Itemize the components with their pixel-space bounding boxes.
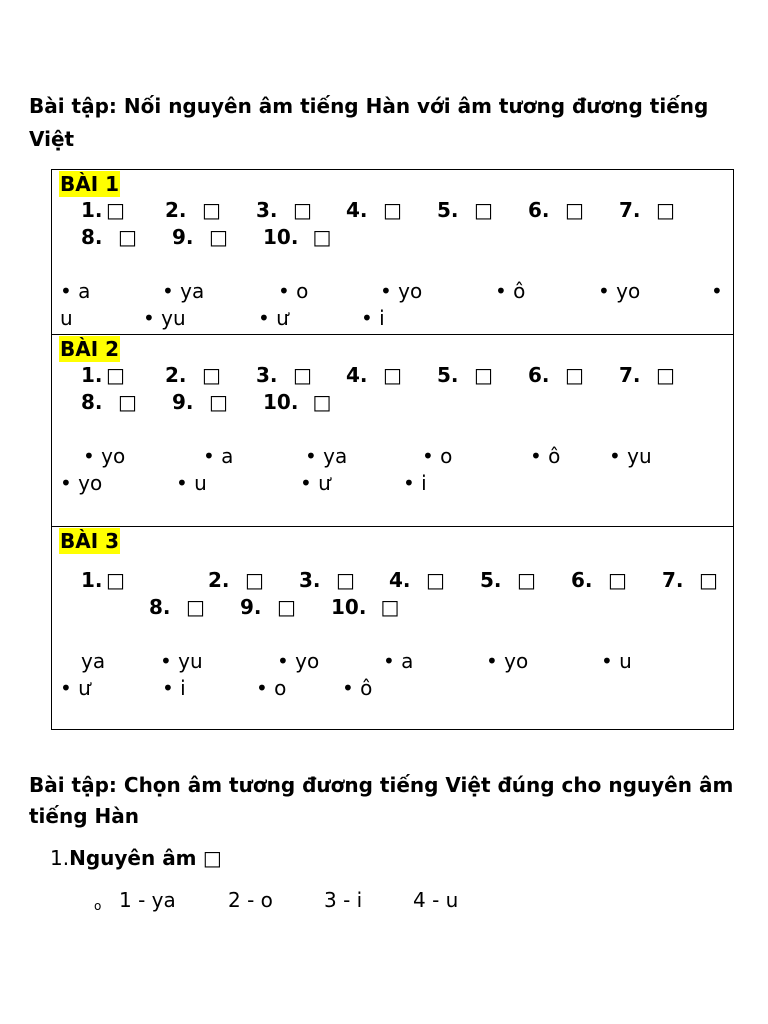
item-number: 3.: [299, 568, 321, 592]
item-number: 8.: [149, 595, 171, 619]
section-title: BÀI 3: [60, 529, 120, 553]
korean-vowel-glyph: □: [245, 568, 264, 592]
section-title: BÀI 1: [60, 172, 120, 196]
vowel-option[interactable]: • yu: [143, 306, 186, 330]
item-number: 3.: [256, 198, 278, 222]
vowel-option[interactable]: • yo: [60, 471, 103, 495]
item-number: 6.: [528, 363, 550, 387]
korean-vowel-glyph: □: [517, 568, 536, 592]
vowel-option[interactable]: • yo: [277, 649, 320, 673]
korean-vowel-glyph: □: [474, 363, 493, 387]
item-number: 7.: [619, 363, 641, 387]
exercise-section-2: [52, 334, 733, 527]
vowel-option[interactable]: • o: [278, 279, 309, 303]
korean-vowel-glyph: □: [656, 198, 675, 222]
korean-vowel-glyph: □: [699, 568, 718, 592]
question-text: Nguyên âm: [69, 846, 197, 870]
item-number: 4.: [346, 363, 368, 387]
question-item-1: [50, 843, 222, 873]
vowel-option[interactable]: • ư: [258, 306, 289, 330]
answer-option-4[interactable]: 4 - u: [413, 888, 459, 912]
choose-exercise-heading: Bài tập: Chọn âm tương đương tiếng Việt đúng cho nguyên âm tiếng Hàn: [29, 773, 734, 828]
korean-vowel-glyph: □: [383, 363, 402, 387]
question-number: 1.: [50, 846, 70, 870]
item-number: 10.: [263, 390, 299, 414]
answer-option-1[interactable]: 1 - ya: [119, 888, 176, 912]
korean-vowel-glyph: □: [202, 846, 222, 870]
vowel-option[interactable]: • yo: [380, 279, 423, 303]
korean-vowel-glyph: □: [118, 225, 137, 249]
korean-vowel-glyph: □: [209, 390, 228, 414]
korean-vowel-glyph: □: [202, 198, 221, 222]
korean-vowel-glyph: □: [118, 390, 137, 414]
korean-vowel-glyph: □: [209, 225, 228, 249]
item-number: 10.: [331, 595, 367, 619]
vowel-option[interactable]: • ya: [162, 279, 205, 303]
item-number: 9.: [172, 225, 194, 249]
korean-vowel-glyph: □: [383, 198, 402, 222]
vowel-option[interactable]: • o: [422, 444, 453, 468]
vowel-option[interactable]: • ô: [530, 444, 561, 468]
korean-vowel-glyph: □: [106, 198, 125, 222]
item-number: 5.: [437, 363, 459, 387]
korean-vowel-glyph: □: [293, 363, 312, 387]
exercise-table: [51, 169, 734, 730]
korean-vowel-glyph: □: [608, 568, 627, 592]
item-number: 4.: [389, 568, 411, 592]
answer-option-3[interactable]: 3 - i: [324, 888, 363, 912]
item-number: 7.: [619, 198, 641, 222]
korean-vowel-glyph: □: [336, 568, 355, 592]
vowel-option[interactable]: • ô: [342, 676, 373, 700]
item-number: 5.: [437, 198, 459, 222]
korean-vowel-glyph: □: [380, 595, 400, 619]
korean-vowel-glyph: □: [106, 568, 125, 592]
item-number: 1.: [81, 568, 103, 592]
korean-vowel-glyph: □: [565, 198, 584, 222]
item-number: 10.: [263, 225, 299, 249]
item-number: 6.: [528, 198, 550, 222]
item-number: 1.: [81, 198, 103, 222]
match-exercise-heading: Bài tập: Nối nguyên âm tiếng Hàn với âm tương đương tiếng Việt: [29, 94, 709, 151]
section-title: BÀI 2: [60, 337, 120, 361]
korean-vowel-glyph: □: [106, 363, 125, 387]
vowel-option[interactable]: • ư: [300, 471, 331, 495]
vowel-option[interactable]: • ư: [60, 676, 91, 700]
vowel-option[interactable]: ya: [81, 649, 106, 673]
vowel-option[interactable]: • yo: [486, 649, 529, 673]
answer-option-2[interactable]: 2 - o: [228, 888, 273, 912]
item-number: 1.: [81, 363, 103, 387]
vowel-option[interactable]: • i: [162, 676, 186, 700]
item-number: 6.: [571, 568, 593, 592]
vowel-option[interactable]: • u: [601, 649, 632, 673]
vowel-option[interactable]: • yu: [609, 444, 652, 468]
korean-vowel-glyph: □: [202, 363, 221, 387]
vowel-option[interactable]: • i: [361, 306, 385, 330]
vowel-option[interactable]: • ô: [495, 279, 526, 303]
item-number: 8.: [81, 225, 103, 249]
vowel-option[interactable]: • a: [383, 649, 414, 673]
item-number: 9.: [240, 595, 262, 619]
item-number: 3.: [256, 363, 278, 387]
item-number: 7.: [662, 568, 684, 592]
vowel-option[interactable]: u: [60, 306, 73, 330]
exercise-section-1: [52, 170, 733, 334]
item-number: 4.: [346, 198, 368, 222]
korean-vowel-glyph: □: [656, 363, 675, 387]
item-number: 2.: [208, 568, 230, 592]
vowel-option[interactable]: • yu: [160, 649, 203, 673]
exercise-section-3: [52, 526, 733, 731]
korean-vowel-glyph: □: [186, 595, 205, 619]
item-number: 2.: [165, 363, 187, 387]
vowel-option[interactable]: • ya: [305, 444, 348, 468]
answer-bullet: o: [94, 899, 102, 913]
vowel-option[interactable]: • i: [403, 471, 427, 495]
korean-vowel-glyph: □: [293, 198, 312, 222]
korean-vowel-glyph: □: [426, 568, 445, 592]
korean-vowel-glyph: □: [565, 363, 584, 387]
vowel-option[interactable]: • a: [60, 279, 91, 303]
item-number: 8.: [81, 390, 103, 414]
korean-vowel-glyph: □: [474, 198, 493, 222]
vowel-option[interactable]: • yo: [598, 279, 641, 303]
item-number: 5.: [480, 568, 502, 592]
korean-vowel-glyph: □: [277, 595, 296, 619]
item-number: 2.: [165, 198, 187, 222]
vowel-option[interactable]: • o: [256, 676, 287, 700]
vowel-option[interactable]: •: [711, 279, 723, 303]
vowel-option[interactable]: • a: [203, 444, 234, 468]
vowel-option[interactable]: • u: [176, 471, 207, 495]
vowel-option[interactable]: • yo: [83, 444, 126, 468]
korean-vowel-glyph: □: [312, 225, 332, 249]
item-number: 9.: [172, 390, 194, 414]
korean-vowel-glyph: □: [312, 390, 332, 414]
